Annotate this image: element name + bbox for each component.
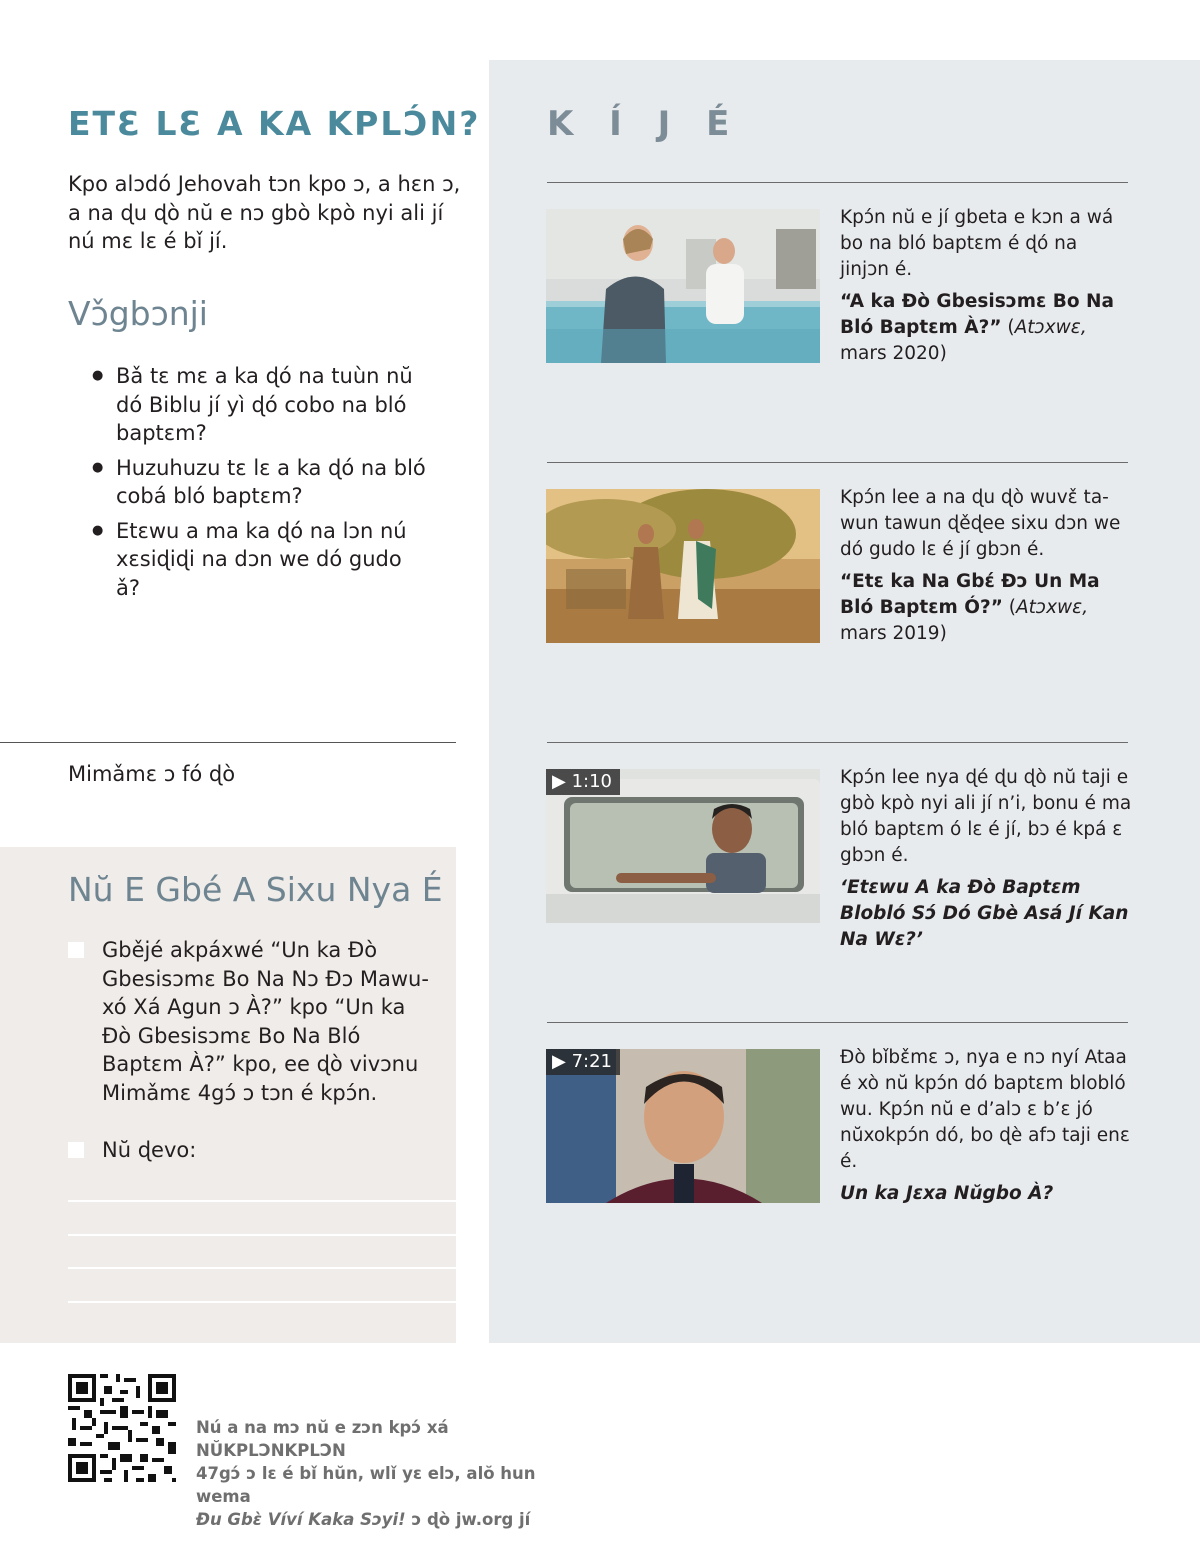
review-questions <box>92 362 432 608</box>
publication-date: mars 2019) <box>840 623 947 644</box>
explore-heading: K Í J É <box>547 104 742 144</box>
entry-text <box>840 485 1132 647</box>
goal-checkbox[interactable] <box>68 942 84 958</box>
publication-name: Atɔxwɛ, <box>1016 597 1089 618</box>
video-duration: ▶ 1:10 <box>546 769 620 795</box>
write-line[interactable] <box>68 1200 456 1202</box>
article-title[interactable]: “Etɛ ka Na Gbɛ́ Ðɔ Un Ma Bló Baptɛm Ó?” <box>840 571 1100 618</box>
publication-name: Atɔxwɛ, <box>1014 317 1087 338</box>
entry-description: Kpɔ́n lee a na ɖu ɖò wuvɛ̌ ta-wun tawun ɖěɖee sixu dɔn we dó gudo lɛ é jí gbɔn é. <box>840 487 1121 560</box>
review-heading: Vɔ̌gbɔnji <box>68 294 208 333</box>
review-question: ● Huzuhuzu tɛ lɛ a ka ɖó na bló cobá bló baptɛm? <box>92 454 432 511</box>
video-title[interactable]: ‘Etɛwu A ka Ðò Baptɛm Blobló Sɔ́ Dó Gbè Asá Jí Kan Na Wɛ?’ <box>840 877 1129 950</box>
page-title: ETƐ LƐ A KA KPLƆ́N? <box>68 104 481 143</box>
write-line[interactable] <box>68 1301 456 1303</box>
divider <box>547 1022 1128 1023</box>
article-reference[interactable]: “Etɛ ka Na Gbɛ́ Ðɔ Un Ma Bló Baptɛm Ó?” (Atɔxwɛ, mars 2019) <box>840 571 1100 644</box>
video-thumbnail-driver[interactable] <box>546 769 820 923</box>
qr-code[interactable] <box>68 1374 176 1482</box>
article-reference[interactable]: “A ka Ðò Gbesisɔmɛ Bo Na Bló Baptɛm À?” (Atɔxwɛ, mars 2020) <box>840 291 1114 364</box>
write-line[interactable] <box>68 1267 456 1269</box>
footer-line <box>196 1508 596 1531</box>
bible-scene-image[interactable] <box>546 489 820 643</box>
entry-text <box>840 765 1132 953</box>
goal-checkbox[interactable] <box>68 1142 84 1158</box>
write-line[interactable] <box>68 1234 456 1236</box>
video-thumbnail-man-smiling[interactable] <box>546 1049 820 1203</box>
entry-text <box>840 1045 1132 1207</box>
entry-description: Ðò bǐbɛ̌mɛ ɔ, nya e nɔ nyí Ataa é xò nŭ kpɔ́n dó baptɛm blobló wu. Kpɔ́n nŭ e d’alɔ ɛ b’ɛ jó nŭxokpɔ́n dó, bo ɖè afɔ taji enɛ é. <box>840 1047 1130 1172</box>
intro-paragraph: Kpo alɔdó Jehovah tɔn kpo ɔ, a hɛn ɔ, a na ɖu ɖò nŭ e nɔ gbò kpò nyi ali jí nú mɛ lɛ é bǐ jí. <box>68 172 461 253</box>
footer-line: 47gɔ́ ɔ lɛ é bǐ hŭn, wlǐ yɛ elɔ, alŏ hun wema <box>196 1464 536 1506</box>
footer-line: Nú a na mɔ nŭ e zɔn kpɔ́ xá NŬKPLƆNKPLƆN <box>196 1418 449 1460</box>
publication-date: mars 2020) <box>840 343 947 364</box>
review-question: ● Bǎ tɛ mɛ a ka ɖó na tuùn nŭ dó Biblu jí yì ɖó cobo na bló baptɛm? <box>92 362 432 448</box>
goal-text: Nŭ ɖevo: <box>102 1138 197 1162</box>
divider <box>547 742 1128 743</box>
baptism-pool-image[interactable] <box>546 209 820 363</box>
footer-note <box>196 1416 596 1531</box>
divider <box>547 182 1128 183</box>
goal-item-other[interactable] <box>68 1136 438 1165</box>
book-title-link[interactable]: Ðu Gbɛ̀ Víví Kaka Sɔyi! <box>196 1510 406 1529</box>
video-title[interactable]: Un ka Jɛxa Nŭgbo À? <box>840 1183 1054 1204</box>
entry-description: Kpɔ́n lee nya ɖé ɖu ɖò nŭ taji e gbò kpò nyi ali jí n’i, bonu é ma bló baptɛm ó lɛ é jí, bɔ é kpá ɛ gbɔn é. <box>840 767 1132 866</box>
divider <box>547 462 1128 463</box>
article-title[interactable]: “A ka Ðò Gbesisɔmɛ Bo Na Bló Baptɛm À?” <box>840 291 1114 338</box>
completion-note-label: Mimǎmɛ ɔ fó ɖò <box>68 762 236 786</box>
entry-description: Kpɔ́n nŭ e jí gbeta e kɔn a wá bo na bló baptɛm é ɖó na jinjɔn é. <box>840 207 1114 280</box>
footer-line-rest: ɔ ɖò jw.org jí <box>411 1510 531 1529</box>
entry-text <box>840 205 1132 367</box>
goal-text: Gbějé akpáxwé “Un ka Ðò Gbesisɔmɛ Bo Na Nɔ Ðɔ Mawu-xó Xá Agun ɔ À?” kpo “Un ka Ðò Gbesisɔmɛ Bo Na Bló Baptɛm À?” kpo, ee ɖò vivɔnu Mimǎmɛ 4gɔ́ ɔ tɔn é kpɔ́n. <box>102 938 429 1105</box>
divider <box>0 742 456 743</box>
video-duration: ▶ 7:21 <box>546 1049 620 1075</box>
goal-item[interactable] <box>68 936 438 1107</box>
review-question: ● Etɛwu a ma ka ɖó na lɔn nú xɛsiɖiɖi na dɔn we dó gudo ǎ? <box>92 517 432 603</box>
goals-heading: Nŭ E Gbé A Sixu Nya É <box>68 870 443 909</box>
